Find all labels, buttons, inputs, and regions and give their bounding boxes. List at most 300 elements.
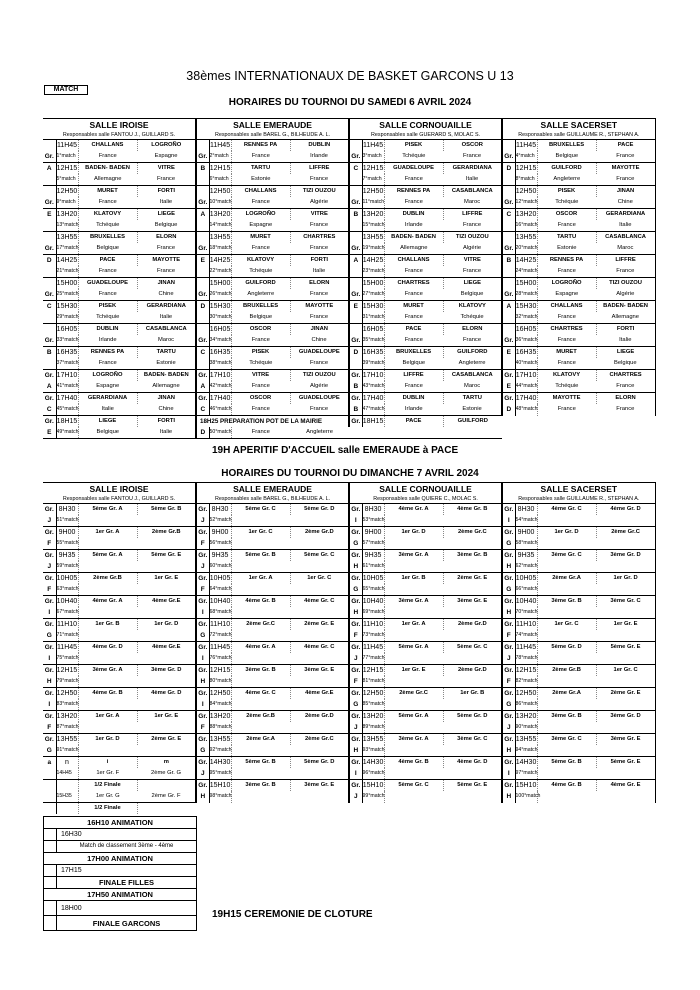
match-number: 5°match — [56, 174, 78, 186]
group-label: Gr. — [43, 197, 56, 209]
country-away — [443, 538, 502, 550]
team-away: 3ème Gr. D — [596, 711, 655, 723]
country-away — [137, 630, 196, 642]
team-away: 5ème Gr. D — [443, 711, 502, 723]
group-label — [349, 358, 362, 370]
team-home: RENNES PA — [384, 186, 443, 198]
hall-responsables: Responsables salle FANTOU J., GUILLARD S. — [43, 495, 196, 504]
empty-cell — [209, 803, 231, 815]
team-home: 5ème Gr. C — [231, 504, 290, 516]
group-label: C — [43, 404, 56, 416]
group-label: Gr. — [43, 688, 56, 700]
team-home: RENNES PA — [231, 140, 290, 152]
country-away — [596, 768, 655, 780]
team-away: ELORN — [443, 324, 502, 336]
country-away — [596, 676, 655, 688]
match-number: 16°match — [515, 220, 537, 232]
team-home: 5ème Gr. B — [231, 757, 290, 769]
group-label — [43, 312, 56, 324]
country-home: Irlande — [404, 222, 423, 228]
team-away: CHARTRES — [290, 232, 349, 244]
country-away — [443, 653, 502, 665]
group-label: a — [43, 757, 56, 769]
group-label: J — [43, 561, 56, 573]
group-label: Gr. — [349, 711, 362, 723]
group-label: Gr. — [349, 550, 362, 562]
match-time: 15H00 — [362, 278, 384, 290]
match-number: 60°match — [209, 561, 231, 573]
finale-filles: FINALE FILLES — [57, 877, 197, 889]
team-away: 2ème Gr.D — [443, 619, 502, 631]
match-time: 14H25 — [56, 255, 78, 267]
match-number: 44°match — [515, 381, 537, 393]
country-away — [596, 630, 655, 642]
match-time: 10H40 — [56, 596, 78, 608]
team-home: CHALLANS — [78, 140, 137, 152]
group-label: Gr. — [43, 416, 56, 428]
country-home: Estonie — [557, 245, 577, 251]
country-away: France — [157, 245, 176, 251]
country-away: Angleterre — [458, 360, 486, 366]
team-away: 3ème Gr. E — [290, 780, 349, 792]
group-label: F — [43, 538, 56, 550]
team-home: BADEN- BADEN — [384, 232, 443, 244]
country-away — [290, 538, 349, 550]
country-home: Belgique — [96, 245, 120, 251]
country-home — [384, 561, 443, 573]
country-home — [78, 699, 137, 711]
country-away: Maroc — [463, 199, 481, 205]
team-home: BRUXELLES — [537, 140, 596, 152]
group-label: F — [502, 630, 515, 642]
country-home: France — [404, 337, 423, 343]
team-home: DUBLIN — [384, 393, 443, 405]
team-home: 4ème Gr. D — [78, 642, 137, 654]
group-label — [349, 232, 362, 244]
match-number: 25°match — [56, 289, 78, 301]
country-away — [596, 653, 655, 665]
team-away: 4ème Gr. D — [596, 504, 655, 516]
team-away: 5ème Gr. E — [443, 780, 502, 792]
match-number: 63°match — [56, 584, 78, 596]
team-away: TIZI OUZOU — [290, 186, 349, 198]
country-away — [443, 699, 502, 711]
hall-name: SALLE SACERSET — [502, 483, 655, 496]
group-label — [43, 780, 56, 792]
team-away: 4ème Gr.E — [290, 688, 349, 700]
match-number: 32°match — [515, 312, 537, 324]
match-time: 10H05 — [56, 573, 78, 585]
empty-cell — [384, 427, 443, 439]
team-home: GUILFORD — [537, 163, 596, 175]
team-away: LIFFRE — [443, 209, 502, 221]
group-label: Gr. — [349, 734, 362, 746]
group-label: B — [196, 163, 209, 175]
match-number: 10°match — [209, 197, 231, 209]
country-home: Tchéquie — [402, 153, 426, 159]
country-home: France — [404, 383, 423, 389]
country-home — [231, 584, 290, 596]
group-label: Gr. — [502, 335, 515, 347]
group-label: Gr. — [502, 780, 515, 792]
match-time: 13H55 — [209, 232, 231, 244]
match-number: 4°match — [515, 151, 537, 163]
team-away: BADEN- BADEN — [596, 301, 655, 313]
country-away — [290, 791, 349, 803]
team-home: RENNES PA — [537, 255, 596, 267]
group-label: Gr. — [43, 550, 56, 562]
country-away: Chine — [596, 197, 655, 209]
team-home: MURET — [384, 301, 443, 313]
match-time: 9H00 — [56, 527, 78, 539]
match-number: 27°match — [362, 289, 384, 301]
team-home: 2ème Gr.A — [231, 734, 290, 746]
match-number: 86°match — [515, 699, 537, 711]
group-label: Gr. — [502, 573, 515, 585]
group-label: D — [196, 427, 209, 439]
team-away: 3ème Gr. C — [443, 734, 502, 746]
team-home: 3ème Gr. B — [537, 711, 596, 723]
team-home: 1er Gr. B — [384, 573, 443, 585]
country-home — [537, 745, 596, 757]
match-number: 54°match — [515, 515, 537, 527]
country-away — [443, 722, 502, 734]
match-number: 92°match — [209, 745, 231, 757]
team-away: 5ème Gr. E — [137, 550, 196, 562]
match-number: 46°match — [209, 404, 231, 416]
team-home: MURET — [78, 186, 137, 198]
group-label: Gr. — [349, 335, 362, 347]
group-label: I — [502, 768, 515, 780]
empty-cell — [384, 803, 443, 815]
team-away: 2ème Gr.C — [290, 734, 349, 746]
table-bottom-border — [196, 439, 349, 441]
team-home: 5ème Gr. D — [537, 642, 596, 654]
country-away: Italie — [465, 176, 479, 182]
group-label — [502, 232, 515, 244]
country-home: Irlande — [98, 337, 117, 343]
country-away: France — [463, 337, 482, 343]
match-time: 12H50 — [56, 186, 78, 198]
country-home: Espagne — [96, 383, 120, 389]
country-away — [137, 515, 196, 527]
country-away: Italie — [159, 314, 173, 320]
group-label: Gr. — [43, 596, 56, 608]
match-time: 16H05 — [209, 324, 231, 336]
group-label: H — [502, 561, 515, 573]
country-away: France — [310, 176, 329, 182]
match-number: 9°match — [56, 197, 78, 209]
team-home: BRUXELLES — [78, 232, 137, 244]
match-time: 12H15 — [515, 163, 537, 175]
team-home: 1/2 Finale — [78, 803, 137, 815]
country-away — [443, 584, 502, 596]
team-home: GUADELOUPE — [78, 278, 137, 290]
country-home — [384, 584, 443, 596]
animation-1700: 17H00 ANIMATION — [44, 853, 197, 865]
group-label — [196, 324, 209, 336]
team-away: DUBLIN — [290, 140, 349, 152]
group-label: G — [196, 745, 209, 757]
team-home: GUILFORD — [231, 278, 290, 290]
group-label: Gr. — [349, 243, 362, 255]
match-time: 18H15 — [362, 416, 384, 428]
match-number: 87°match — [56, 722, 78, 734]
country-away — [596, 791, 655, 803]
match-time: 16H35 — [56, 347, 78, 359]
match-time — [56, 780, 78, 792]
match-number: 80°match — [209, 676, 231, 688]
team-home: 3ème Gr. B — [231, 665, 290, 677]
match-number: 65°match — [362, 584, 384, 596]
match-number: 83°match — [56, 699, 78, 711]
match-time: 9H00 — [362, 527, 384, 539]
team-home: CHALLANS — [537, 301, 596, 313]
match-time: 9H00 — [515, 527, 537, 539]
match-number: 17°match — [56, 243, 78, 255]
group-label: Gr. — [502, 688, 515, 700]
country-away: Italie — [596, 220, 655, 232]
group-label: G — [196, 630, 209, 642]
country-home — [384, 699, 443, 711]
country-away: France — [310, 406, 329, 412]
group-label — [349, 220, 362, 232]
empty-cell — [290, 803, 349, 815]
country-home — [231, 768, 290, 780]
team-away: 1er Gr. C — [596, 665, 655, 677]
country-away: Algérie — [463, 245, 482, 251]
team-home: LOGROÑO — [537, 278, 596, 290]
team-home: BADEN- BADEN — [78, 163, 137, 175]
group-label: G — [349, 538, 362, 550]
group-label — [349, 186, 362, 198]
country-home — [78, 607, 137, 619]
match-time: 10H40 — [515, 596, 537, 608]
team-away: 2ème Gr. E — [290, 619, 349, 631]
country-home — [537, 584, 596, 596]
country-away — [596, 584, 655, 596]
country-home — [231, 607, 290, 619]
country-home — [78, 653, 137, 665]
team-home: MURET — [231, 232, 290, 244]
match-time: 17H10 — [515, 370, 537, 382]
match-number: 30°match — [209, 312, 231, 324]
group-label: Gr. — [43, 573, 56, 585]
match-time: 12H50 — [362, 688, 384, 700]
team-home: 4ème Gr. A — [384, 504, 443, 516]
group-label: Gr. — [349, 504, 362, 516]
team-home: BRUXELLES — [384, 347, 443, 359]
empty-cell — [231, 803, 290, 815]
match-number: 51°match — [56, 515, 78, 527]
match-time: 8H30 — [515, 504, 537, 516]
match-number: 50°match — [209, 427, 231, 439]
country-away — [290, 745, 349, 757]
time-1800: 18H00 — [57, 901, 197, 916]
match-number: 26°match — [209, 289, 231, 301]
country-home: France — [98, 291, 117, 297]
group-label — [196, 266, 209, 278]
match-number: 94°match — [515, 745, 537, 757]
team-away: LOGROÑO — [137, 140, 196, 152]
saturday-title: HORAIRES DU TOURNOI DU SAMEDI 6 AVRIL 2024 — [228, 97, 472, 108]
team-away: 5ème Gr. D — [290, 504, 349, 516]
team-home: 1er Gr. A — [78, 527, 137, 539]
match-number: 77°match — [362, 653, 384, 665]
country-away — [137, 561, 196, 573]
empty-cell — [596, 803, 655, 815]
group-label — [349, 140, 362, 152]
match-time: 17H10 — [362, 370, 384, 382]
match-time: 16H35 — [362, 347, 384, 359]
match-time: 16H35 — [209, 347, 231, 359]
team-away: 1er Gr. E — [137, 573, 196, 585]
team-home: 1er Gr. C — [537, 619, 596, 631]
group-label: Gr. — [196, 573, 209, 585]
group-label: Gr. — [349, 393, 362, 405]
team-away: 3ème Gr. C — [596, 596, 655, 608]
match-number: 2°match — [209, 151, 231, 163]
country-home — [231, 630, 290, 642]
group-label — [196, 312, 209, 324]
country-away: France — [596, 266, 655, 278]
hall-responsables: Responsables salle BAREL G., BILHEUDE A. L. — [196, 131, 349, 140]
country-home: France — [404, 199, 423, 205]
country-away: France — [157, 176, 176, 182]
team-away: VITRE — [443, 255, 502, 267]
team-away: TIZI OUZOU — [443, 232, 502, 244]
hall-name: SALLE CORNOUAILLE — [349, 483, 502, 496]
country-away — [596, 561, 655, 573]
group-label — [502, 140, 515, 152]
team-away: GERARDIANA — [596, 209, 655, 221]
team-home: KLATOVY — [537, 370, 596, 382]
hall-name: SALLE EMERAUDE — [196, 119, 349, 132]
match-time: 16H05 — [515, 324, 537, 336]
team-home: 1/2 Finale — [78, 780, 137, 792]
group-label: Gr. — [196, 780, 209, 792]
group-label: Gr. — [502, 243, 515, 255]
match-number: 96°match — [362, 768, 384, 780]
country-home: France — [251, 337, 270, 343]
table-bottom-border — [502, 439, 655, 441]
team-away: LIFFRE — [596, 255, 655, 267]
match-time: 13H20 — [515, 711, 537, 723]
team-away: GERARDIANA — [137, 301, 196, 313]
group-label: Gr. — [43, 665, 56, 677]
country-away — [137, 584, 196, 596]
country-away: France — [310, 314, 329, 320]
country-home — [384, 653, 443, 665]
group-label: Gr. — [196, 527, 209, 539]
country-away — [290, 722, 349, 734]
group-label: A — [43, 381, 56, 393]
group-label: Gr. — [502, 665, 515, 677]
match-time: 12H15 — [362, 163, 384, 175]
match-time: 18H15 — [56, 416, 78, 428]
country-home: France — [557, 314, 576, 320]
team-home: 3ème Gr. B — [537, 596, 596, 608]
country-home — [231, 515, 290, 527]
country-home — [231, 791, 290, 803]
group-label: Gr. — [349, 757, 362, 769]
match-time: 16H05 — [56, 324, 78, 336]
team-away: FORTI — [290, 255, 349, 267]
match-number: 73°match — [362, 630, 384, 642]
match-time: 13H20 — [362, 711, 384, 723]
group-label: C — [502, 209, 515, 221]
team-home: 5ème Gr. B — [537, 757, 596, 769]
hall-responsables: Responsables salle QUIERE C., MOLAC S. — [349, 495, 502, 504]
empty-cell — [362, 803, 384, 815]
country-home — [384, 607, 443, 619]
match-number: 52°match — [209, 515, 231, 527]
team-away: 2ème Gr.B — [137, 527, 196, 539]
team-away: GUADELOUPE — [290, 393, 349, 405]
team-home: 2ème Gr.A — [537, 573, 596, 585]
team-home: PISEK — [78, 301, 137, 313]
group-label: H — [502, 607, 515, 619]
saturday-schedule-table — [43, 118, 656, 440]
match-time: 17H40 — [209, 393, 231, 405]
team-away: CASABLANCA — [443, 186, 502, 198]
match-number: 69°match — [362, 607, 384, 619]
group-label: Gr. — [196, 757, 209, 769]
group-label: Gr. — [349, 573, 362, 585]
group-label — [43, 358, 56, 370]
group-label: D — [502, 163, 515, 175]
group-label: I — [196, 607, 209, 619]
group-label — [502, 358, 515, 370]
team-away: JINAN — [137, 393, 196, 405]
team-home: 1er Gr. A — [384, 619, 443, 631]
country-home — [78, 515, 137, 527]
team-away: VITRE — [290, 209, 349, 221]
team-home: RENNES PA — [78, 347, 137, 359]
team-home: 3ème Gr. A — [384, 596, 443, 608]
group-label: H — [502, 745, 515, 757]
match-time: 10H40 — [209, 596, 231, 608]
match-time: 12H15 — [209, 665, 231, 677]
match-time: 12H50 — [515, 186, 537, 198]
match-number: 35°match — [362, 335, 384, 347]
group-label — [43, 174, 56, 186]
group-label: F — [196, 722, 209, 734]
group-label: D — [502, 404, 515, 416]
group-label: F — [43, 722, 56, 734]
country-away: France — [463, 222, 482, 228]
hall-name: SALLE EMERAUDE — [196, 483, 349, 496]
group-label: Gr. — [502, 757, 515, 769]
group-label — [43, 140, 56, 152]
team-away: 4ème Gr. C — [290, 596, 349, 608]
team-away: GUILFORD — [443, 347, 502, 359]
group-label: H — [196, 676, 209, 688]
team-away: m — [137, 757, 196, 769]
match-time: 15H10 — [362, 780, 384, 792]
group-label: D — [349, 347, 362, 359]
match-number: 67°match — [56, 607, 78, 619]
group-label: J — [196, 561, 209, 573]
match-time: 15H30 — [56, 301, 78, 313]
group-label: B — [349, 209, 362, 221]
team-away: JINAN — [596, 186, 655, 198]
team-home: i — [78, 757, 137, 769]
team-away: 2ème Gr. E — [137, 734, 196, 746]
match-time: 12H50 — [515, 688, 537, 700]
country-away: Algérie — [310, 383, 329, 389]
country-away: Algérie — [310, 199, 329, 205]
